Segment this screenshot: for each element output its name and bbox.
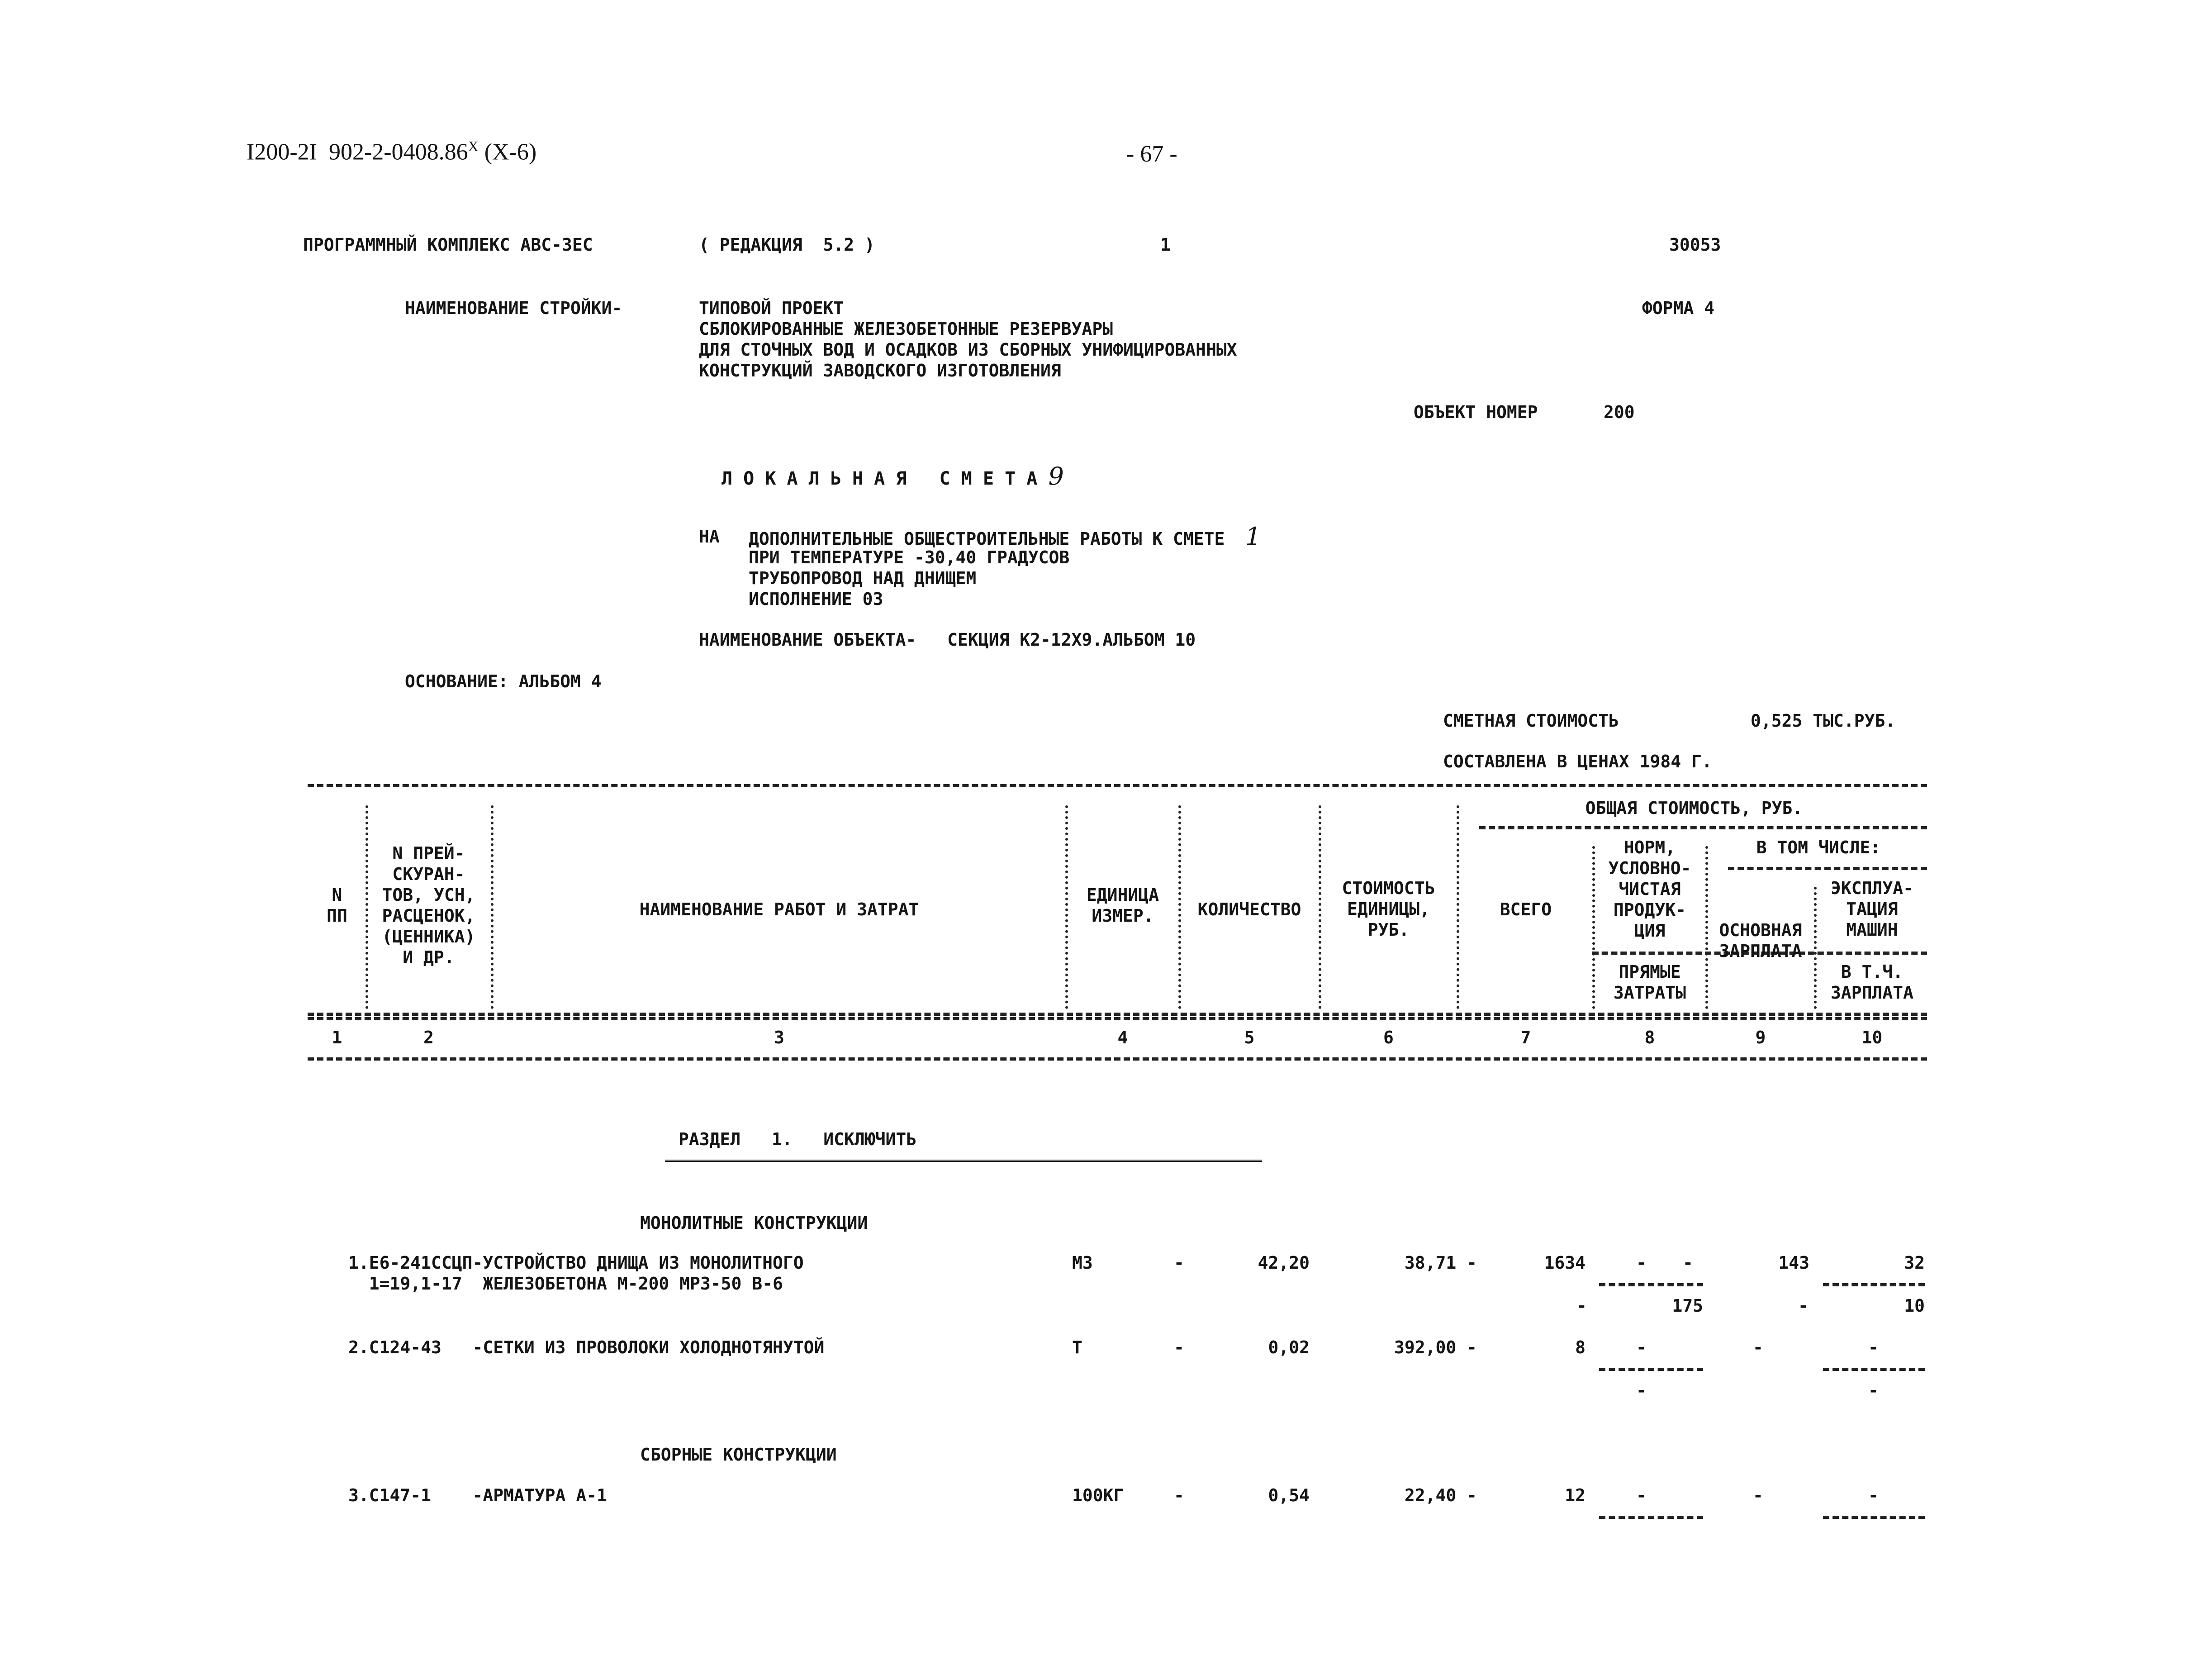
row-1-r2-c9: - <box>1798 1296 1809 1316</box>
row-1-qty: 42,20 <box>1258 1253 1310 1273</box>
row-1-dash: - <box>1174 1253 1184 1273</box>
column-number: 1 <box>332 1028 342 1047</box>
row-2-dash: - <box>1174 1337 1184 1357</box>
row-3-c10: - <box>1868 1485 1879 1505</box>
total-cost-rule <box>1479 826 1927 829</box>
group-monolithic: МОНОЛИТНЫЕ КОНСТРУКЦИИ <box>640 1213 868 1233</box>
column-separator <box>1705 846 1708 1009</box>
project-line: ДЛЯ СТОЧНЫХ ВОД И ОСАДКОВ ИЗ СБОРНЫХ УНИФИЦИРОВАННЫХ <box>699 340 1237 360</box>
row-1-total: 1634 <box>1544 1253 1585 1273</box>
header-col3: НАИМЕНОВАНИЕ РАБОТ И ЗАТРАТ <box>639 899 919 919</box>
estimate-line: ИСПОЛНЕНИЕ 03 <box>749 589 883 609</box>
column-number: 4 <box>1117 1028 1128 1047</box>
column-number: 8 <box>1644 1028 1655 1047</box>
row-2-r2-c10: - <box>1868 1380 1879 1400</box>
row-2-name: 2.С124-43 -СЕТКИ ИЗ ПРОВОЛОКИ ХОЛОДНОТЯНУТОЙ <box>348 1337 825 1357</box>
column-number: 10 <box>1861 1028 1883 1047</box>
header-col9: ОСНОВНАЯ ЗАРПЛАТА <box>1719 920 1802 961</box>
row-3-dash: - <box>1174 1485 1184 1505</box>
row-1-rule-c8 <box>1599 1283 1703 1286</box>
row-3-total: 12 <box>1565 1485 1585 1505</box>
row-1-name-2: 1=19,1-17 ЖЕЛЕЗОБЕТОНА М-200 МРЗ-50 В-6 <box>348 1274 783 1294</box>
column-separator <box>1814 887 1817 1009</box>
header-bottom-rule-2 <box>308 1017 1927 1020</box>
column-separator <box>491 805 494 1009</box>
row-2-unit: Т <box>1072 1337 1082 1357</box>
header-col1: N ПП <box>327 885 347 926</box>
estimate-for-label: НА <box>699 527 720 547</box>
estimate-line: ПРИ ТЕМПЕРАТУРЕ -30,40 ГРАДУСОВ <box>749 547 1070 567</box>
row-3-unit: 100КГ <box>1072 1485 1124 1505</box>
sheet-number: 1 <box>1160 235 1171 255</box>
column-separator <box>366 805 368 1009</box>
row-1-r2-c8b: 175 <box>1672 1296 1703 1316</box>
program-edition: ( РЕДАКЦИЯ 5.2 ) <box>699 235 875 255</box>
row-1-rule-c10 <box>1823 1283 1925 1286</box>
object-name: НАИМЕНОВАНИЕ ОБЪЕКТА- СЕКЦИЯ К2-12Х9.АЛЬБОМ 10 <box>699 630 1196 650</box>
row-3-qty: 0,54 <box>1268 1485 1310 1505</box>
row-1-unit: М3 <box>1072 1253 1093 1273</box>
header-col7: ВСЕГО <box>1500 899 1552 919</box>
row-2-total: 8 <box>1575 1337 1585 1357</box>
project-line: СБЛОКИРОВАННЫЕ ЖЕЛЕЗОБЕТОННЫЕ РЕЗЕРВУАРЫ <box>699 319 1113 339</box>
column-number: 9 <box>1755 1028 1766 1047</box>
section-title: РАЗДЕЛ 1. ИСКЛЮЧИТЬ <box>679 1129 917 1149</box>
header-bottom-rule <box>308 1013 1927 1016</box>
row-3-c8a: - <box>1636 1485 1647 1505</box>
form-label: ФОРМА 4 <box>1642 298 1715 318</box>
object-number-label: ОБЪЕКТ НОМЕР <box>1414 402 1538 422</box>
object-number: 200 <box>1604 402 1635 422</box>
document-code: I200-2I $902-2-0408.86^X$ (X-6) <box>247 138 537 165</box>
row-1-c10: 32 <box>1904 1253 1925 1273</box>
column-separator <box>1178 805 1181 1009</box>
row-1-c8a: - <box>1636 1253 1647 1273</box>
row-2-c8a: - <box>1636 1337 1647 1357</box>
header-col8-bottom: ПРЯМЫЕ ЗАТРАТЫ <box>1613 962 1686 1003</box>
estimate-title: Л О К А Л Ь Н А Я С М Е Т А 9 <box>722 462 1064 490</box>
row-1-c9: 143 <box>1778 1253 1809 1273</box>
section-underline <box>665 1160 1262 1165</box>
row-3-c9: - <box>1753 1485 1763 1505</box>
basis: ОСНОВАНИЕ: АЛЬБОМ 4 <box>405 671 602 691</box>
column-number: 2 <box>423 1028 434 1047</box>
row-3-name: 3.С147-1 -АРМАТУРА А-1 <box>348 1485 607 1505</box>
row-1-price: 38,71 - <box>1404 1253 1477 1273</box>
row-3-rule-c10 <box>1823 1516 1925 1519</box>
numbers-bottom-rule <box>308 1057 1927 1061</box>
column-number: 5 <box>1244 1028 1255 1047</box>
prices-year: СОСТАВЛЕНА В ЦЕНАХ 1984 Г. <box>1443 752 1712 771</box>
header-col10-bottom: В Т.Ч. ЗАРПЛАТА <box>1830 962 1914 1003</box>
column-separator <box>1457 805 1459 1009</box>
header-col5: КОЛИЧЕСТВО <box>1197 899 1301 919</box>
row-2-price: 392,00 - <box>1394 1337 1477 1357</box>
column-number: 6 <box>1383 1028 1394 1047</box>
row-3-price: 22,40 - <box>1404 1485 1477 1505</box>
program-name: ПРОГРАММНЫЙ КОМПЛЕКС АВС-3ЕС <box>303 235 593 255</box>
header-incl: В ТОМ ЧИСЛЕ: <box>1756 838 1881 857</box>
page-number: - 67 - <box>1126 141 1177 167</box>
row-2-c9: - <box>1753 1337 1763 1357</box>
cost-label: СМЕТНАЯ СТОИМОСТЬ <box>1443 711 1619 731</box>
cost-value: 0,525 ТЫС.РУБ. <box>1751 711 1896 731</box>
estimate-line: ТРУБОПРОВОД НАД ДНИЩЕМ <box>749 568 977 588</box>
row-3-rule-c8 <box>1599 1516 1703 1519</box>
row-2-r2-c8: - <box>1636 1380 1647 1400</box>
header-col10-top: ЭКСПЛУА- ТАЦИЯ МАШИН <box>1830 878 1914 940</box>
estimate-for-line: ДОПОЛНИТЕЛЬНЫЕ ОБЩЕСТРОИТЕЛЬНЫЕ РАБОТЫ К СМЕТЕ 1 <box>749 522 1261 551</box>
header-col8-top: НОРМ, УСЛОВНО- ЧИСТАЯ ПРОДУК- ЦИЯ <box>1608 838 1691 941</box>
column-separator <box>1592 846 1595 1009</box>
project-line: ТИПОВОЙ ПРОЕКТ <box>699 298 844 318</box>
header-col2: N ПРЕЙ- СКУРАН- ТОВ, УСН, РАСЦЕНОК, (ЦЕННИКА) И ДР. <box>382 843 475 967</box>
row-2-c10: - <box>1868 1337 1879 1357</box>
program-code: 30053 <box>1669 235 1721 255</box>
column-separator <box>1319 805 1321 1009</box>
row-2-rule-c8 <box>1599 1368 1703 1371</box>
project-line: КОНСТРУКЦИЙ ЗАВОДСКОГО ИЗГОТОВЛЕНИЯ <box>699 361 1061 381</box>
header-col6: СТОИМОСТЬ ЕДИНИЦЫ, РУБ. <box>1342 878 1435 940</box>
header-col4: ЕДИНИЦА ИЗМЕР. <box>1086 885 1159 926</box>
header-total-cost: ОБЩАЯ СТОИМОСТЬ, РУБ. <box>1585 798 1803 818</box>
row-1-r2-c8a: - <box>1576 1296 1587 1316</box>
row-1-r2-c10: 10 <box>1904 1296 1925 1316</box>
row-1-name: 1.Е6-241ССЦП-УСТРОЙСТВО ДНИЩА ИЗ МОНОЛИТНОГО <box>348 1253 804 1273</box>
group-precast: СБОРНЫЕ КОНСТРУКЦИИ <box>640 1445 837 1465</box>
project-label: НАИМЕНОВАНИЕ СТРОЙКИ- <box>405 298 622 318</box>
row-2-qty: 0,02 <box>1268 1337 1310 1357</box>
column-number: 3 <box>774 1028 784 1047</box>
table-top-rule <box>308 784 1927 787</box>
incl-rule <box>1728 867 1927 870</box>
row-2-rule-c10 <box>1823 1368 1925 1371</box>
column-separator <box>1065 805 1068 1009</box>
row-1-c8b: - <box>1683 1253 1693 1273</box>
column-number: 7 <box>1520 1028 1531 1047</box>
